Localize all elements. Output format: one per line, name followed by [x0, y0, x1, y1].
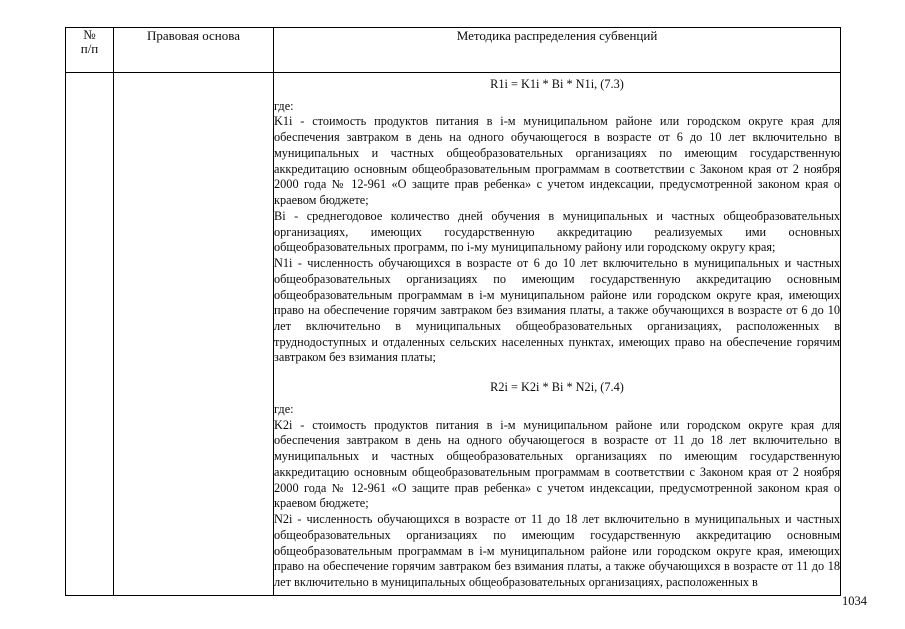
subventions-table [65, 27, 841, 596]
cell-number [66, 73, 114, 596]
column-header-number-line2: п/п [80, 41, 99, 57]
formula-r2i: R2i = K2i * Bi * N2i, (7.4) [490, 380, 624, 395]
cell-legal-basis [114, 73, 274, 596]
formula-r1i: R1i = K1i * Bi * N1i, (7.3) [490, 77, 624, 91]
table-header-row [66, 28, 841, 73]
gde-label-2: где: [274, 401, 294, 416]
page-number: 1034 [842, 594, 867, 608]
definition-k1i: K1i - стоимость продуктов питания в i-м муниципальном районе или городском округе края для обеспечения завтраком в день на одного обучающегося в возрасте от 6 до 10 лет включительно в муниципальных и частных общеобразовательных организациях по имеющим государственную аккредитацию основным общеобразовательным программам в соответствии с Законом края от 2 ноября 2000 года № 12-961 «О защите прав ребенка» с учетом индексации, предусмотренной законом края о краевом бюджете; [274, 114, 840, 208]
definition-n1i: N1i - численность обучающихся в возрасте от 6 до 10 лет включительно в муниципальных и частных общеобразовательных организациях по имеющим государственную аккредитацию основным общеобразовательным программам в i-м муниципальном районе или городском округе края, имеющих право на обеспечение горячим завтраком без взимания платы, а также обучающихся в возрасте от 6 до 10 лет включительно в муниципальных общеобразовательных организациях, расположенных в труднодоступных и отдаленных сельских населенных пунктах, имеющих право на обеспечение горячим завтраком без взимания платы; [274, 256, 840, 365]
table-body [66, 73, 841, 596]
column-header-method: Методика распределения субвенций [274, 28, 841, 73]
column-header-number [66, 28, 114, 73]
table-header [66, 28, 841, 73]
table-row [66, 73, 841, 596]
gde-label-1: где: [274, 98, 294, 113]
column-header-number-line1: № [83, 27, 96, 42]
definition-bi: Bi - среднегодовое количество дней обучения в муниципальных и частных общеобразовательных организациях, имеющих государственную аккредитацию реализуемых ими основных общеобразовательных программ, по i-му муниципальному району или городскому округу края; [274, 208, 840, 255]
definition-k2i: K2i - стоимость продуктов питания в i-м муниципальном районе или городском округе края для обеспечения завтраком в день на одного обучающегося в возрасте от 11 до 18 лет включительно в муниципальных и частных общеобразовательных организациях по имеющим государственную аккредитацию основным общеобразовательным программам в соответствии с Законом края от 2 ноября 2000 года № 12-961 «О защите прав ребенка» с учетом индексации, предусмотренной законом края о краевом бюджете; [274, 417, 840, 511]
definition-n2i: N2i - численность обучающихся в возрасте от 11 до 18 лет включительно в муниципальных и частных общеобразовательных организациях по имеющим государственную аккредитацию основным общеобразовательным программам в i-м муниципальном районе или городском округе края, имеющих право на обеспечение горячим завтраком без взимания платы, а также обучающихся в возрасте от 11 до 18 лет включительно в муниципальных общеобразовательных организациях, расположенных в [274, 512, 840, 590]
column-header-legal-basis: Правовая основа [114, 28, 274, 73]
cell-method-text [274, 73, 841, 596]
